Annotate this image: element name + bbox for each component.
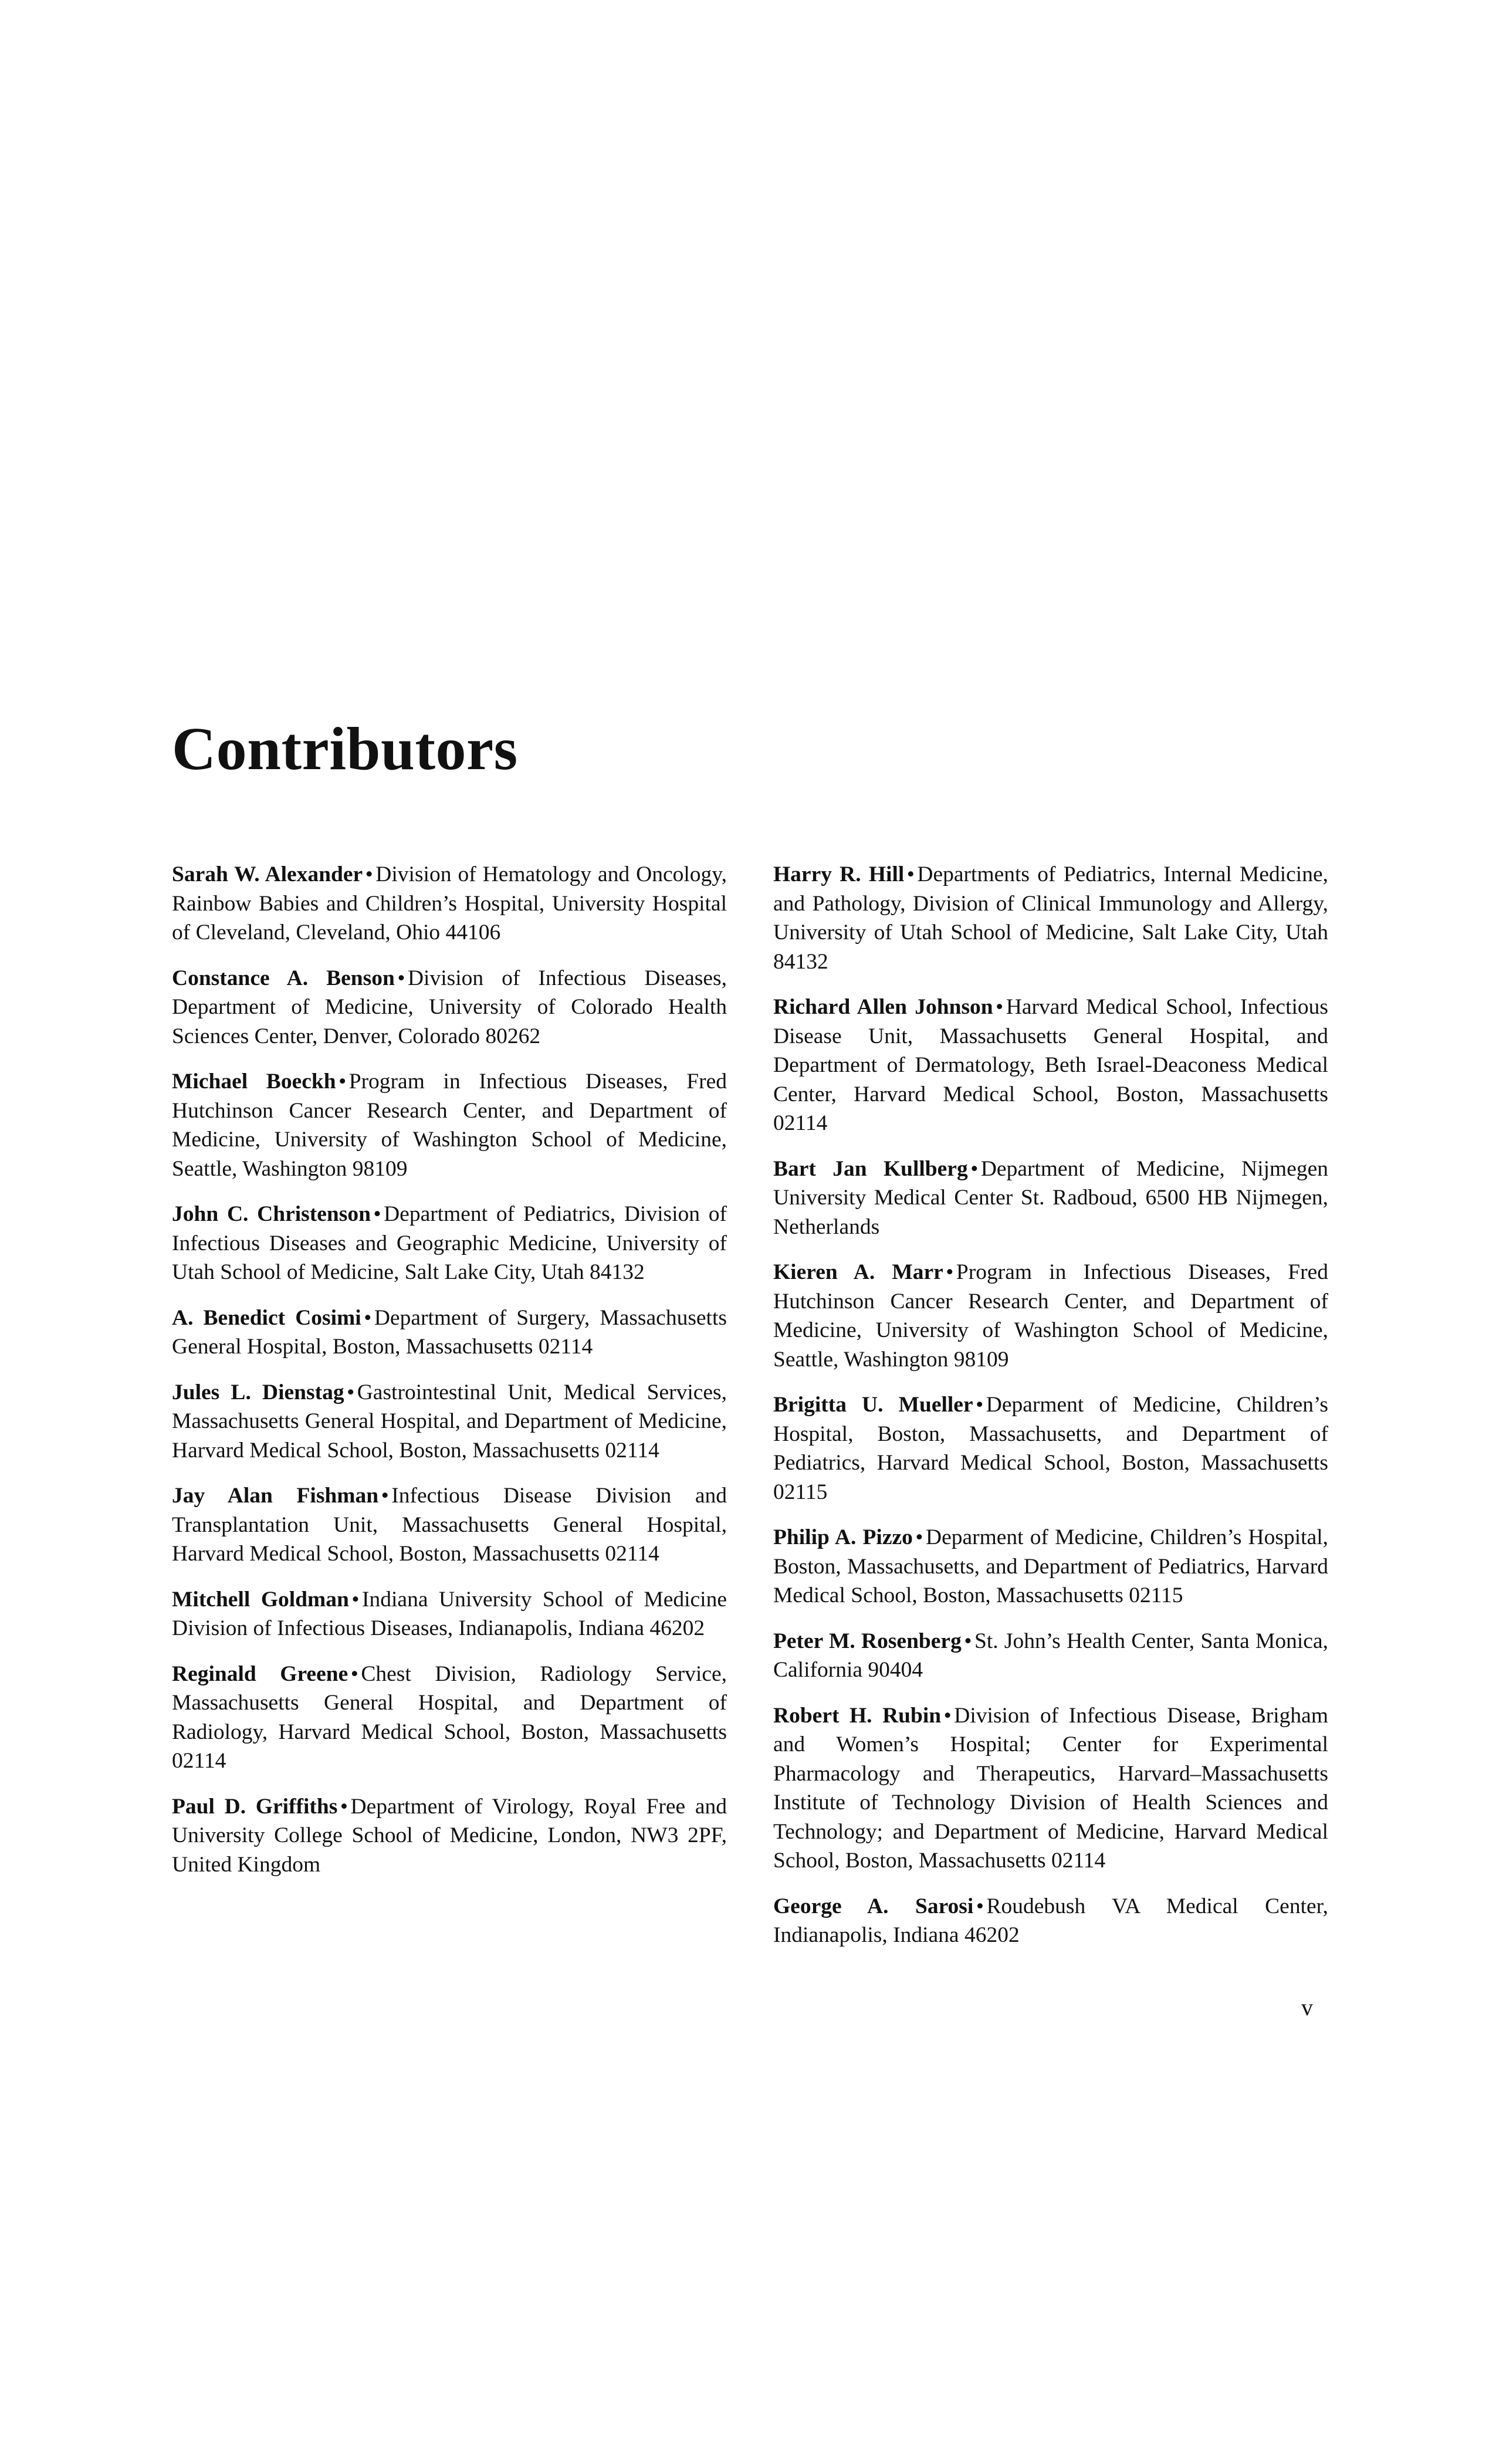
page-title: Contributors [172, 715, 518, 783]
contributor-entry [773, 1701, 1328, 1876]
page-number: v [1301, 1994, 1313, 2020]
contributor-name: Philip A. Pizzo [773, 1525, 913, 1549]
bullet-separator: • [976, 1393, 984, 1417]
contributor-entry [773, 993, 1328, 1138]
contributor-entry [773, 1258, 1328, 1374]
contributor-entry [773, 860, 1328, 976]
contributor-name: Brigitta U. Mueller [773, 1393, 973, 1417]
contributor-affiliation: Division of Infectious Diseases, Department of Medicine, University of Colorado Health Sciences Center, Denver, Colorado 80262 [172, 966, 727, 1048]
contributor-name: Paul D. Griffiths [172, 1794, 338, 1819]
contributor-name: Peter M. Rosenberg [773, 1629, 962, 1653]
contributor-affiliation: Roudebush VA Medical Center, Indianapolis, Indiana 46202 [773, 1894, 1328, 1947]
contributor-affiliation: Infectious Disease Division and Transplantation Unit, Massachusetts General Hospital, Harvard Medical School, Boston, Massachusetts 02114 [172, 1484, 727, 1566]
contributor-affiliation: Indiana University School of Medicine Division of Infectious Diseases, Indianapolis, Indiana 46202 [172, 1587, 727, 1640]
bullet-separator: • [906, 862, 915, 886]
bullet-separator: • [397, 966, 405, 990]
contributor-name: Harry R. Hill [773, 862, 905, 886]
contributor-affiliation: Program in Infectious Diseases, Fred Hutchinson Cancer Research Center, and Department of Medicine, University of Washington School of Medicine, Seattle, Washington 98109 [773, 1260, 1328, 1372]
contributor-affiliation: St. John’s Health Center, Santa Monica, California 90404 [773, 1629, 1328, 1682]
contributor-entry [773, 1390, 1328, 1507]
bullet-separator: • [350, 1661, 358, 1686]
contributor-entry [172, 1067, 727, 1183]
bullet-separator: • [946, 1260, 954, 1284]
contributor-affiliation: Chest Division, Radiology Service, Massachusetts General Hospital, and Department of Radiology, Harvard Medical School, Boston, Massachusetts 02114 [172, 1661, 727, 1773]
contributor-entry [172, 1481, 727, 1569]
contributor-name: Reginald Greene [172, 1661, 348, 1686]
contributor-entry [172, 1585, 727, 1643]
contributor-affiliation: Department of Pediatrics, Division of Infectious Diseases and Geographic Medicine, University of Utah School of Medicine, Salt Lake City, Utah 84132 [172, 1202, 727, 1284]
bullet-separator: • [365, 862, 373, 886]
bullet-separator: • [976, 1894, 984, 1918]
contributor-name: George A. Sarosi [773, 1894, 974, 1918]
bullet-separator: • [996, 995, 1004, 1019]
contributor-name: Jay Alan Fishman [172, 1484, 379, 1508]
contributor-name: Mitchell Goldman [172, 1587, 349, 1612]
bullet-separator: • [347, 1380, 355, 1404]
contributor-entry [172, 1378, 727, 1465]
contributor-entry [773, 1155, 1328, 1242]
bullet-separator: • [339, 1069, 347, 1094]
contributor-name: A. Benedict Cosimi [172, 1305, 361, 1330]
contributor-name: Michael Boeckh [172, 1069, 336, 1094]
contributor-name: Richard Allen Johnson [773, 995, 993, 1019]
contributor-entry [172, 1200, 727, 1287]
contributor-entry [773, 1627, 1328, 1685]
contributor-entry [172, 1304, 727, 1362]
contributor-affiliation: Division of Infectious Disease, Brigham and Women’s Hospital; Center for Experimental Pharmacology and Therapeutics, Harvard–Massachusetts Institute of Technology Division of Health Sciences and Technology; and Department of Medicine, Harvard Medical School, Boston, Massachusetts 02114 [773, 1703, 1328, 1873]
contributor-affiliation: Harvard Medical School, Infectious Disease Unit, Massachusetts General Hospital, and Department of Dermatology, Beth Israel-Deaconess Medical Center, Harvard Medical School, Boston, Massachusetts 02114 [773, 995, 1328, 1135]
contributor-entry [172, 860, 727, 947]
bullet-separator: • [943, 1703, 952, 1728]
bullet-separator: • [970, 1156, 979, 1181]
contributor-entry [172, 964, 727, 1051]
contributor-name: Jules L. Dienstag [172, 1380, 344, 1404]
contributor-affiliation: Division of Hematology and Oncology, Rainbow Babies and Children’s Hospital, University Hospital of Cleveland, Cleveland, Ohio 44106 [172, 862, 727, 945]
contributor-entry [172, 1660, 727, 1776]
contributor-affiliation: Program in Infectious Diseases, Fred Hutchinson Cancer Research Center, and Department of Medicine, University of Washington School of Medicine, Seattle, Washington 98109 [172, 1069, 727, 1181]
contributor-affiliation: Department of Virology, Royal Free and University College School of Medicine, London, NW3 2PF, United Kingdom [172, 1794, 727, 1877]
bullet-separator: • [351, 1587, 360, 1612]
bullet-separator: • [964, 1629, 972, 1653]
contributor-name: Sarah W. Alexander [172, 862, 363, 886]
bullet-separator: • [915, 1525, 923, 1549]
contributor-name: Kieren A. Marr [773, 1260, 943, 1284]
bullet-separator: • [381, 1484, 389, 1508]
contributor-name: Robert H. Rubin [773, 1703, 942, 1728]
contributor-affiliation: Gastrointestinal Unit, Medical Services, Massachusetts General Hospital, and Department of Medicine, Harvard Medical School, Boston, Massachusetts 02114 [172, 1380, 727, 1463]
contributor-affiliation: Departments of Pediatrics, Internal Medicine, and Pathology, Division of Clinical Immunology and Allergy, University of Utah School of Medicine, Salt Lake City, Utah 84132 [773, 862, 1328, 974]
contributor-name: John C. Christenson [172, 1202, 371, 1226]
bullet-separator: • [373, 1202, 381, 1226]
bullet-separator: • [364, 1305, 372, 1330]
contributor-affiliation: Deparment of Medicine, Children’s Hospital, Boston, Massachusetts, and Department of Pediatrics, Harvard Medical School, Boston, Massachusetts 02115 [773, 1393, 1329, 1504]
contributor-entry [773, 1523, 1328, 1610]
contributor-entry [172, 1792, 727, 1880]
bullet-separator: • [340, 1794, 348, 1819]
contributor-affiliation: Deparment of Medicine, Children’s Hospital, Boston, Massachusetts, and Department of Pediatrics, Harvard Medical School, Boston, Massachusetts 02115 [773, 1525, 1329, 1607]
contributor-name: Constance A. Benson [172, 966, 395, 990]
contributors-left-column [172, 860, 727, 1896]
contributor-name: Bart Jan Kullberg [773, 1156, 968, 1181]
contributor-affiliation: Department of Surgery, Massachusetts General Hospital, Boston, Massachusetts 02114 [172, 1305, 727, 1359]
contributor-affiliation: Department of Medicine, Nijmegen University Medical Center St. Radboud, 6500 HB Nijmegen, Netherlands [773, 1156, 1328, 1239]
contributors-right-column [773, 860, 1328, 1967]
contributor-entry [773, 1892, 1328, 1950]
